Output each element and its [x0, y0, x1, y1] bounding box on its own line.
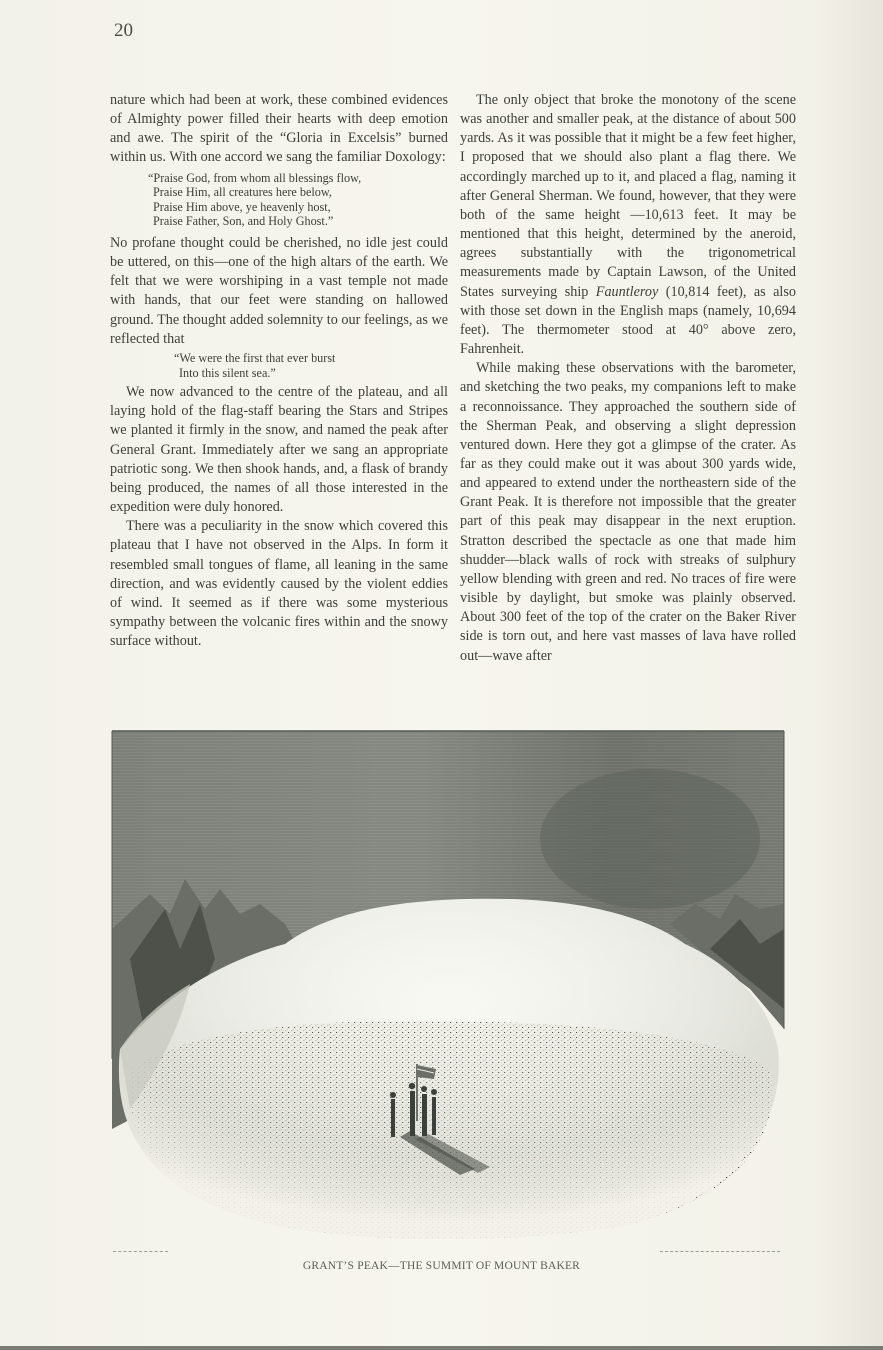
right-text-column: [460, 91, 796, 666]
left-text-column: [110, 91, 448, 651]
paragraph: There was a peculiarity in the snow which covered this plateau that I have not observed in the Alps. In form it resembled small tongues of flame, all leaning in the same direction, and was evidently caused by the violent eddies of wind. It seemed as if there was some mysterious sympathy between the volcanic fires within and the snowy surface without.: [110, 518, 448, 650]
verse-line: Praise Him, all creatures here below,: [153, 185, 332, 200]
paragraph: No profane thought could be cherished, no idle jest could be uttered, on this—one of the high altars of the earth. We felt that we were worshiping in a vast temple not made with hands, that our feet were standing on hallowed ground. The thought added solemnity to our feelings, as we reflected that: [110, 235, 448, 347]
paragraph-text: (10,814 feet), as also with those set down in the English maps (namely, 10,694 feet). The thermometer stood at 40° above zero, Fahrenheit.: [460, 283, 796, 358]
verse-line: Praise Him above, ye heavenly host,: [153, 199, 331, 214]
verse-line: “We were the first that ever burst: [174, 350, 336, 365]
poem-quote: [110, 351, 448, 380]
paragraph: While making these observations with the barometer, and sketching the two peaks, my companions left to make a reconnoissance. They approached the southern side of the Sherman Peak, and observing a slight depression ventured down. Here they got a glimpse of the crater. As far as they could make out it was about 300 yards wide, and appeared to extend under the northeastern side of the Grant Peak. It is therefore not impossible that the greater part of this peak may disappear in the next eruption. Stratton described the spectacle as one that made him shudder—black walls of rock with streaks of sulphury yellow blending with green and red. No traces of fire were visible by daylight, but smoke was plainly observed. About 300 feet of the top of the crater on the Baker River side is torn out, and here vast masses of lava have rolled out—wave after: [460, 360, 796, 664]
caption-rule: [660, 1251, 780, 1253]
verse-line: “Praise God, from whom all blessings flow,: [148, 170, 362, 185]
verse-line: Into this silent sea.”: [179, 365, 276, 380]
paragraph: We now advanced to the centre of the plateau, and all laying hold of the flag-staff bearing the Stars and Stripes we planted it firmly in the snow, and named the peak after General Grant. Immediately after we sang an appropriate patriotic song. We then shook hands, and, a flask of brandy being produced, the names of all those interested in the expedition were duly honored.: [110, 384, 448, 516]
ship-name: Fauntleroy: [595, 283, 659, 300]
doxology-verse: [110, 171, 448, 229]
illustration-caption: GRANT’S PEAK—THE SUMMIT OF MOUNT BAKER: [302, 1260, 581, 1272]
verse-line: Praise Father, Son, and Holy Ghost.”: [153, 214, 334, 229]
summit-engraving: [110, 729, 786, 1254]
paragraph: [460, 91, 796, 359]
paragraph: nature which had been at work, these combined evidences of Almighty power filled their hearts with deep emotion and awe. The spirit of the “Gloria in Excelsis” burned within us. With one accord we sang the familiar Doxology:: [110, 92, 448, 166]
paragraph-text: The only object that broke the monotony of the scene was another and smaller peak, at the distance of about 500 yards. As it was possible that it might be a few feet higher, I proposed that we should also plant a flag there. We accordingly marched up to it, and placed a flag, naming it after General Sherman. We found, however, that they were both of the same height —10,613 feet. It may be mentioned that this height, determined by the aneroid, agrees substantially with the trigonometrical measurements made by Captain Lawson, of the United States surveying ship: [460, 92, 796, 300]
page-edge: [0, 1346, 883, 1350]
caption-rule: [113, 1251, 168, 1253]
page-number: 20: [114, 20, 133, 41]
